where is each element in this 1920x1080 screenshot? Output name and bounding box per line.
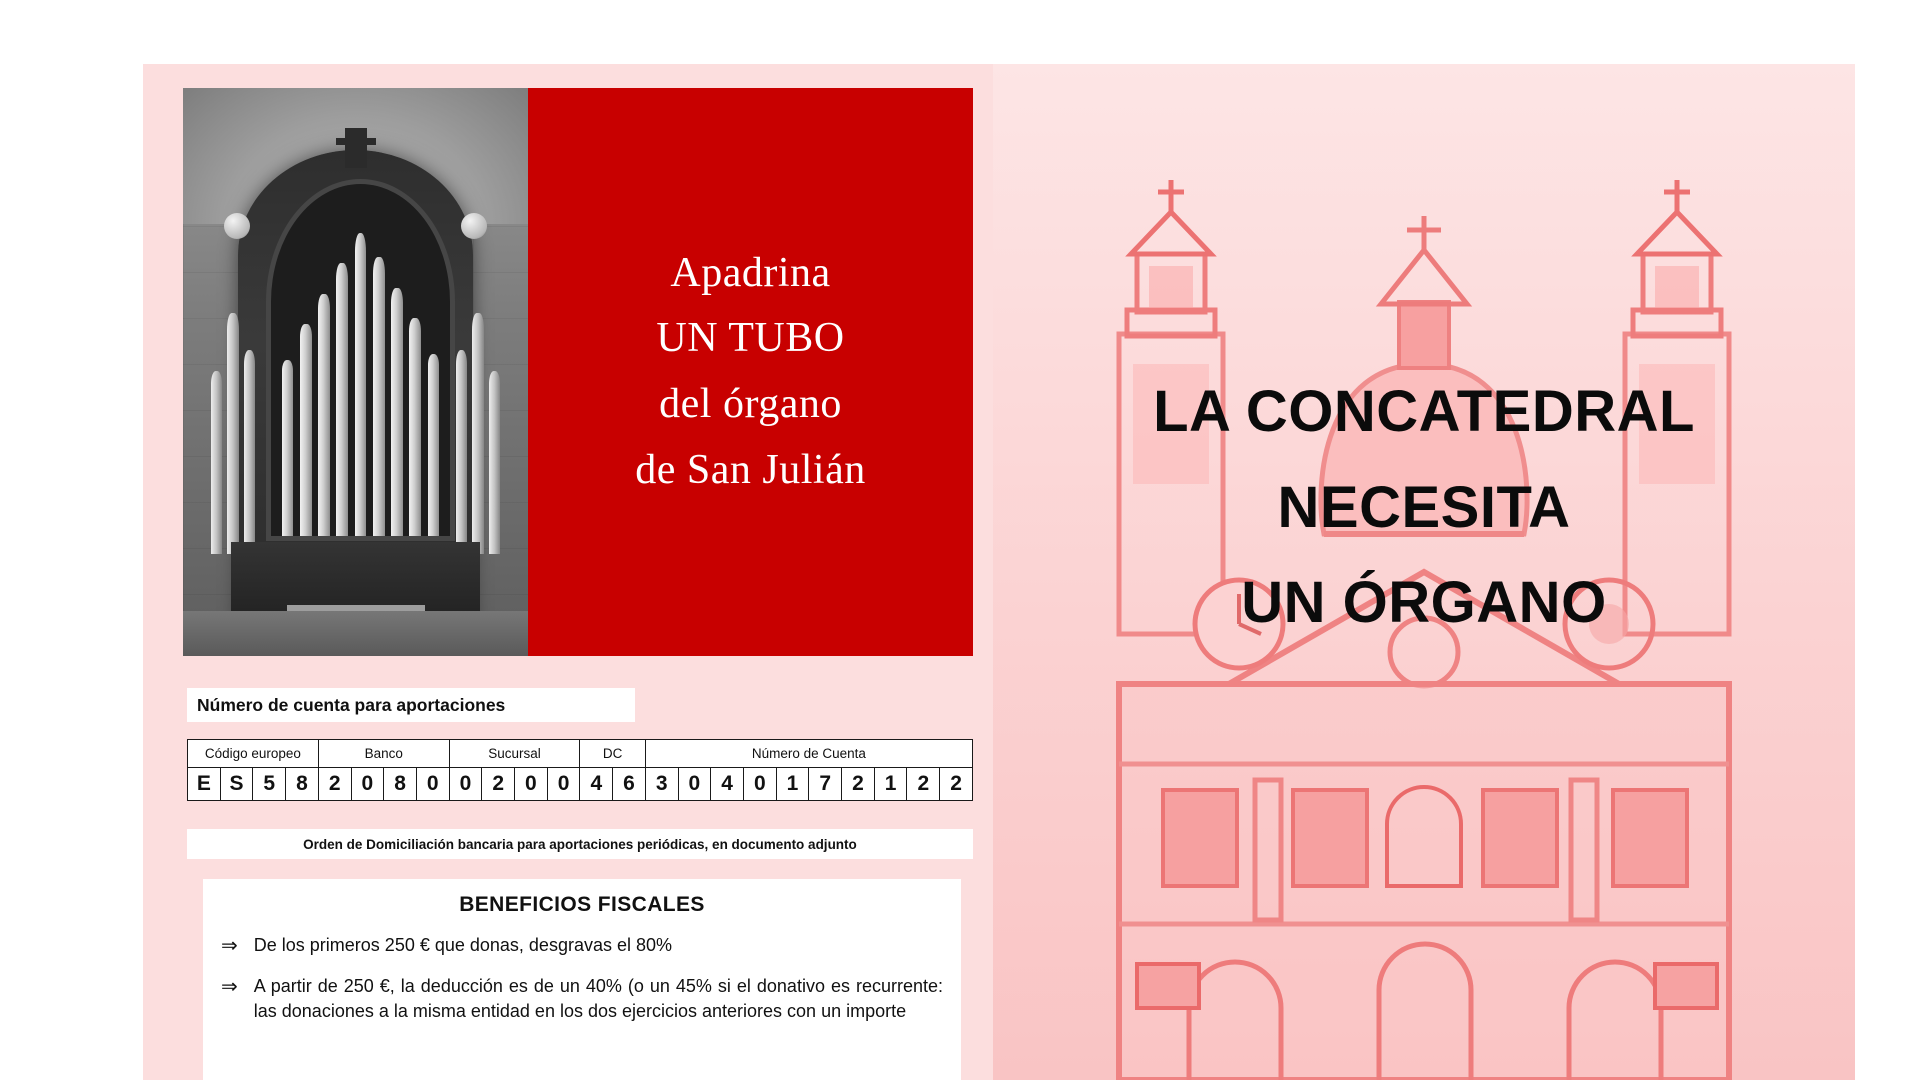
iban-digit: 0 xyxy=(515,768,548,801)
organ-arch xyxy=(266,179,455,541)
title-line-4: de San Julián xyxy=(635,446,866,493)
right-panel xyxy=(993,64,1855,1080)
iban-digit: 0 xyxy=(547,768,580,801)
iban-digit: 2 xyxy=(318,768,351,801)
iban-digit: 6 xyxy=(613,768,646,801)
iban-digit: 7 xyxy=(809,768,842,801)
iban-digit: 8 xyxy=(286,768,319,801)
header-row xyxy=(183,88,973,656)
left-panel xyxy=(143,64,993,1080)
sepa-note: Orden de Domiciliación bancaria para aportaciones periódicas, en documento adjunto xyxy=(187,829,973,859)
title-box xyxy=(528,88,973,656)
benefit-item xyxy=(221,974,943,1024)
iban-col-numero-cuenta: Número de Cuenta xyxy=(645,740,972,768)
iban-col-dc: DC xyxy=(580,740,645,768)
iban-digit: 2 xyxy=(482,768,515,801)
arrow-right-icon: ⇒ xyxy=(221,935,238,957)
title-line-2: UN TUBO xyxy=(656,315,845,362)
iban-digit: 0 xyxy=(416,768,449,801)
tax-benefits-title: BENEFICIOS FISCALES xyxy=(459,893,705,916)
account-heading: Número de cuenta para aportaciones xyxy=(187,688,635,722)
iban-digit: 2 xyxy=(940,768,973,801)
iban-col-sucursal: Sucursal xyxy=(449,740,580,768)
iban-digit: 1 xyxy=(874,768,907,801)
iban-digit: S xyxy=(220,768,253,801)
iban-digit: 1 xyxy=(776,768,809,801)
iban-header-row xyxy=(188,740,973,768)
iban-digit: 4 xyxy=(580,768,613,801)
iban-digit: 3 xyxy=(645,768,678,801)
organ-cross-icon xyxy=(345,128,367,168)
organ-pipes-right xyxy=(456,293,501,554)
iban-digit: 0 xyxy=(743,768,776,801)
organ-photo xyxy=(183,88,528,656)
iban-digit: 2 xyxy=(907,768,940,801)
iban-digit: 0 xyxy=(678,768,711,801)
iban-digit: 8 xyxy=(384,768,417,801)
iban-digits-row xyxy=(188,768,973,801)
tax-benefits-box xyxy=(203,879,961,1080)
cathedral-illustration xyxy=(993,64,1855,1080)
iban-digit: 0 xyxy=(449,768,482,801)
benefit-item xyxy=(221,933,943,960)
benefit-text: A partir de 250 €, la deducción es de un 40% (o un 45% si el donativo es recurrente: las donaciones a la misma entidad en los dos ejercicios anteriores con un importe xyxy=(253,976,943,1021)
photo-floor xyxy=(183,611,528,656)
title-line-1: Apadrina xyxy=(670,249,831,296)
headline-line-2: NECESITA xyxy=(1277,474,1571,540)
headline-line-3: UN ÓRGANO xyxy=(1241,570,1607,636)
iban-digit: E xyxy=(188,768,221,801)
organ-pipes-left xyxy=(211,293,256,554)
iban-digit: 5 xyxy=(253,768,286,801)
iban-col-banco: Banco xyxy=(318,740,449,768)
brochure-sheet xyxy=(143,64,1855,1080)
iban-col-codigo-europeo: Código europeo xyxy=(188,740,319,768)
iban-table xyxy=(187,739,973,801)
headline-line-1: LA CONCATEDRAL xyxy=(1153,379,1695,444)
title-line-3: del órgano xyxy=(659,381,842,427)
iban-digit: 0 xyxy=(351,768,384,801)
arrow-right-icon: ⇒ xyxy=(221,976,238,998)
organ-ornament-right xyxy=(461,213,487,239)
iban-digit: 2 xyxy=(842,768,875,801)
iban-digit: 4 xyxy=(711,768,744,801)
benefit-text: De los primeros 250 € que donas, desgravas el 80% xyxy=(253,935,673,955)
organ-pipes xyxy=(282,233,440,536)
